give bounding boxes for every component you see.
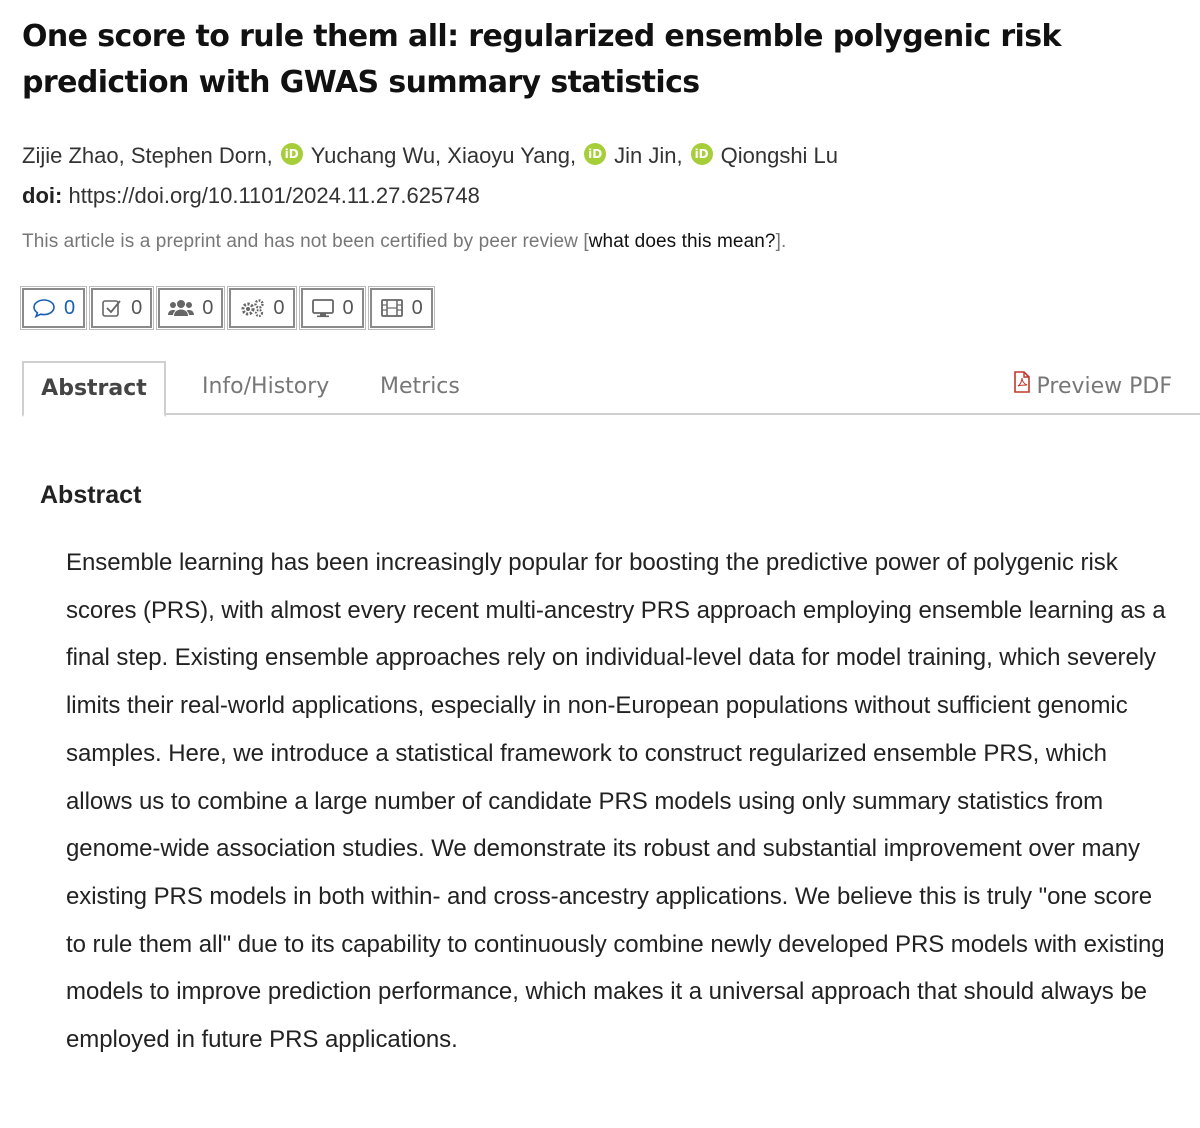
comments-counter[interactable] [22, 288, 85, 328]
media-counter[interactable] [301, 288, 364, 328]
monitor-icon [311, 298, 335, 318]
video-counter[interactable] [370, 288, 433, 328]
preview-pdf-label: Preview PDF [1036, 374, 1172, 399]
reviews-count: 0 [131, 296, 143, 319]
author-names-4[interactable]: Qiongshi Lu [720, 143, 839, 168]
comments-count: 0 [64, 296, 76, 319]
media-count: 0 [342, 296, 354, 319]
author-list [22, 140, 838, 172]
orcid-icon[interactable]: iD [584, 143, 606, 165]
comment-icon [32, 298, 56, 318]
reviews-counter[interactable] [91, 288, 152, 328]
article-counters [22, 288, 439, 328]
tab-abstract[interactable]: Abstract [22, 361, 166, 417]
orcid-icon[interactable]: iD [691, 143, 713, 165]
video-count: 0 [411, 296, 423, 319]
preprint-notice-text: This article is a preprint and has not been certified by peer review [ [22, 231, 589, 252]
preprint-notice [22, 228, 786, 256]
preprint-notice-end: ]. [775, 231, 787, 252]
pdf-file-icon [1013, 361, 1031, 413]
doi-label: doi: [22, 183, 63, 208]
tab-info-history[interactable]: Info/History [202, 374, 330, 399]
checkbox-icon [101, 298, 123, 318]
tab-metrics[interactable]: Metrics [380, 374, 460, 399]
film-icon [380, 298, 404, 318]
author-names-3[interactable]: Jin Jin, [614, 143, 683, 168]
author-names-1[interactable]: Zijie Zhao, Stephen Dorn, [22, 143, 273, 168]
abstract-text: Ensemble learning has been increasingly popular for boosting the predictive power of polygenic risk scores (PRS), with almost every recent multi-ancestry PRS approach employing ensemble learning as a final step. Existing ensemble approaches rely on individual-level data for model training, which severely limits their real-world applications, especially in non-European populations without sufficient genomic samples. Here, we introduce a statistical framework to construct regularized ensemble PRS, which allows us to combine a large number of candidate PRS models using only summary statistics from genome-wide association studies. We demonstrate its robust and substantial improvement over many existing PRS models in both within- and cross-ancestry applications. We believe this is truly "one score to rule them all" due to its capability to continuously combine newly developed PRS models with existing models to improve prediction performance, which makes it a universal approach that should always be employed in future PRS applications. [66, 549, 1166, 1054]
methods-counter[interactable] [229, 288, 294, 328]
article-title: One score to rule them all: regularized ensemble polygenic risk prediction with GWAS summary statistics [22, 19, 1061, 100]
author-names-2[interactable]: Yuchang Wu, Xiaoyu Yang, [310, 143, 577, 168]
orcid-icon[interactable]: iD [281, 143, 303, 165]
community-counter[interactable] [158, 288, 223, 328]
doi-line [22, 180, 480, 212]
doi-link[interactable]: https://doi.org/10.1101/2024.11.27.625748 [68, 183, 480, 208]
gears-icon [239, 298, 265, 318]
community-count: 0 [202, 296, 214, 319]
users-icon [168, 298, 194, 318]
abstract-heading: Abstract [40, 481, 142, 509]
preview-pdf-link[interactable] [1013, 361, 1173, 413]
article-tabs [22, 361, 1200, 415]
methods-count: 0 [273, 296, 285, 319]
what-does-this-mean-link[interactable]: what does this mean? [588, 231, 776, 252]
